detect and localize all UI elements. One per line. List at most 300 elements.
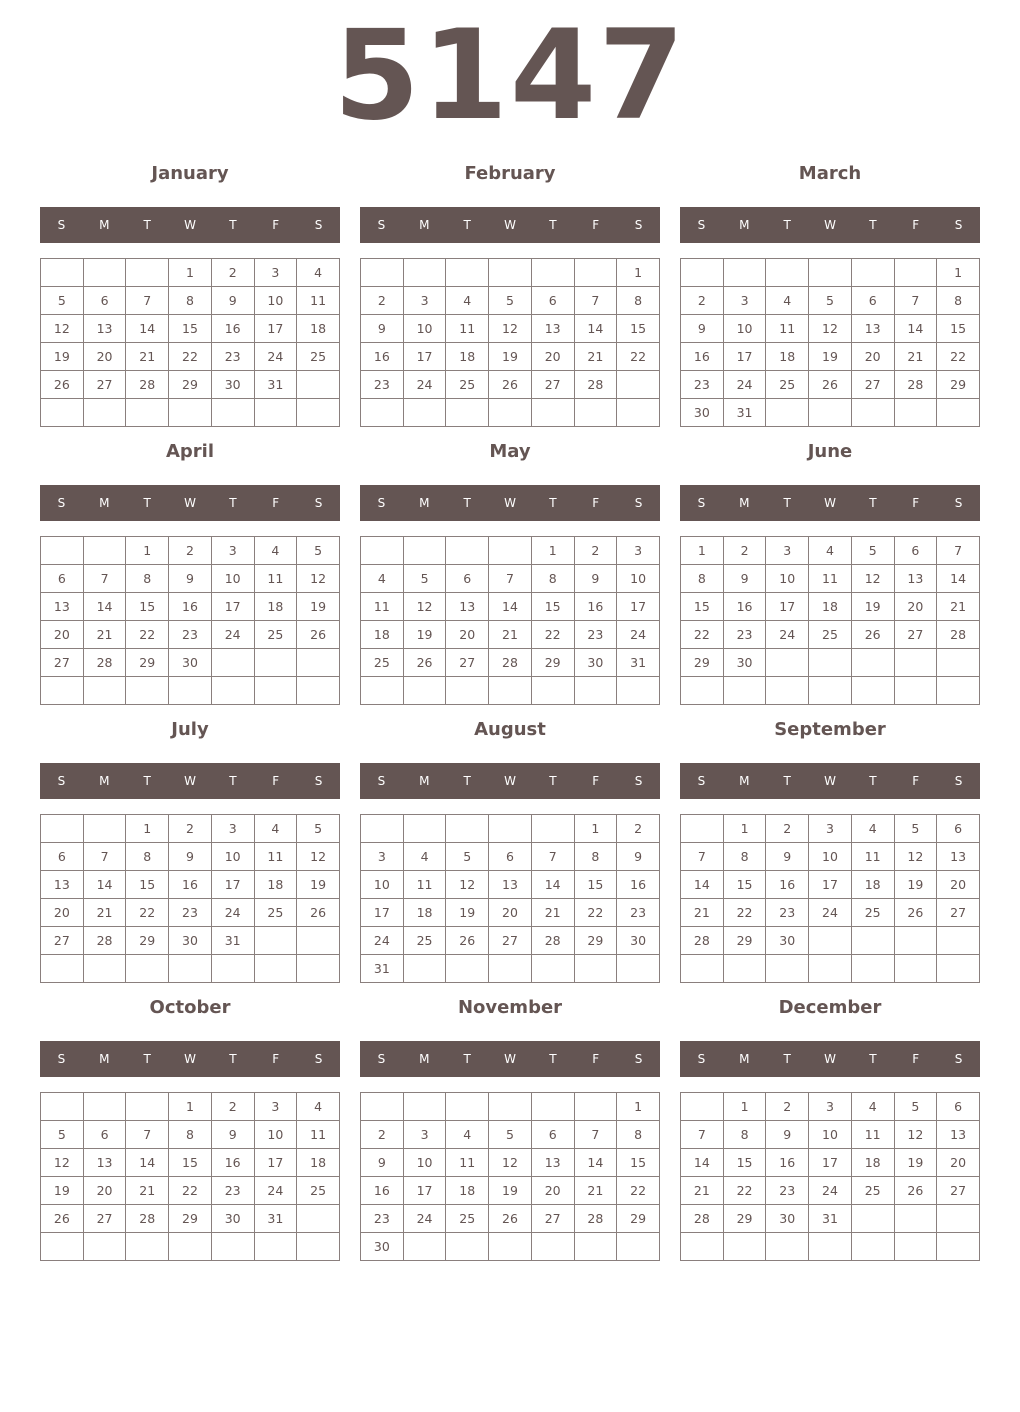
week-row <box>361 677 660 705</box>
day-cell: 26 <box>297 899 340 927</box>
day-cell: 6 <box>851 287 894 315</box>
day-cell: 5 <box>41 1121 84 1149</box>
day-cell: 27 <box>937 1177 980 1205</box>
empty-day-cell <box>361 677 404 705</box>
empty-day-cell <box>446 677 489 705</box>
day-cell: 28 <box>937 621 980 649</box>
week-row <box>361 593 660 621</box>
day-cell: 14 <box>894 315 937 343</box>
week-row <box>681 1205 980 1233</box>
week-row <box>41 1177 340 1205</box>
weekday-label: S <box>314 218 323 232</box>
weekday-label: M <box>99 218 110 232</box>
empty-day-cell <box>766 399 809 427</box>
day-cell: 28 <box>126 371 169 399</box>
day-cell: 2 <box>766 815 809 843</box>
week-row <box>41 565 340 593</box>
empty-day-cell <box>126 259 169 287</box>
day-cell: 19 <box>297 871 340 899</box>
day-cell: 18 <box>851 871 894 899</box>
day-cell: 29 <box>531 649 574 677</box>
weekday-label: F <box>272 496 280 510</box>
day-cell: 29 <box>937 371 980 399</box>
empty-day-cell <box>361 399 404 427</box>
empty-day-cell <box>361 537 404 565</box>
week-row <box>41 649 340 677</box>
day-cell: 31 <box>254 1205 297 1233</box>
month-august <box>360 719 660 989</box>
day-cell: 2 <box>169 815 212 843</box>
day-cell: 14 <box>126 315 169 343</box>
week-row <box>361 871 660 899</box>
week-row <box>681 259 980 287</box>
day-cell: 18 <box>297 1149 340 1177</box>
day-cell: 21 <box>937 593 980 621</box>
day-cell: 27 <box>851 371 894 399</box>
month-name: November <box>457 997 563 1018</box>
day-cell: 25 <box>254 899 297 927</box>
day-cell: 16 <box>574 593 617 621</box>
month-june <box>680 441 980 711</box>
empty-day-cell <box>766 677 809 705</box>
weekday-label: M <box>99 1052 110 1066</box>
empty-day-cell <box>574 677 617 705</box>
day-cell: 21 <box>531 899 574 927</box>
day-cell: 27 <box>489 927 532 955</box>
month-may <box>360 441 660 711</box>
empty-day-cell <box>766 1233 809 1261</box>
day-cell: 8 <box>723 1121 766 1149</box>
empty-day-cell <box>574 259 617 287</box>
week-row <box>41 1149 340 1177</box>
day-cell: 6 <box>937 1093 980 1121</box>
day-cell: 4 <box>851 815 894 843</box>
day-cell: 9 <box>169 565 212 593</box>
day-cell: 22 <box>126 899 169 927</box>
day-cell: 12 <box>894 843 937 871</box>
day-cell: 15 <box>617 315 660 343</box>
day-cell: 9 <box>723 565 766 593</box>
empty-day-cell <box>894 259 937 287</box>
weekday-label: T <box>463 1052 471 1066</box>
day-cell: 19 <box>809 343 852 371</box>
day-cell: 4 <box>403 843 446 871</box>
day-cell: 25 <box>361 649 404 677</box>
day-cell: 5 <box>446 843 489 871</box>
day-cell: 13 <box>41 593 84 621</box>
empty-day-cell <box>403 259 446 287</box>
day-cell: 19 <box>851 593 894 621</box>
day-cell: 21 <box>489 621 532 649</box>
week-row <box>361 371 660 399</box>
day-cell: 2 <box>617 815 660 843</box>
day-grid <box>680 814 980 983</box>
day-cell: 16 <box>617 871 660 899</box>
day-cell: 25 <box>851 899 894 927</box>
empty-day-cell <box>446 259 489 287</box>
empty-day-cell <box>41 677 84 705</box>
day-cell: 24 <box>254 1177 297 1205</box>
day-cell: 1 <box>681 537 724 565</box>
week-row <box>361 955 660 983</box>
week-row <box>361 565 660 593</box>
week-row <box>681 371 980 399</box>
weekday-label: T <box>783 218 791 232</box>
weekday-label: T <box>549 774 557 788</box>
empty-day-cell <box>169 955 212 983</box>
day-cell: 22 <box>617 1177 660 1205</box>
day-cell: 24 <box>617 621 660 649</box>
day-cell: 3 <box>809 815 852 843</box>
day-cell: 29 <box>681 649 724 677</box>
day-cell: 21 <box>681 1177 724 1205</box>
day-cell: 26 <box>489 371 532 399</box>
empty-day-cell <box>809 649 852 677</box>
day-cell: 21 <box>126 343 169 371</box>
day-cell: 15 <box>723 1149 766 1177</box>
weekday-header <box>40 207 340 243</box>
empty-day-cell <box>403 955 446 983</box>
empty-day-cell <box>681 1233 724 1261</box>
empty-day-cell <box>446 537 489 565</box>
day-cell: 14 <box>574 1149 617 1177</box>
week-row <box>361 621 660 649</box>
weekday-header <box>40 485 340 521</box>
week-row <box>681 649 980 677</box>
day-cell: 10 <box>361 871 404 899</box>
empty-day-cell <box>851 677 894 705</box>
day-cell: 12 <box>489 315 532 343</box>
weekday-label: T <box>549 496 557 510</box>
empty-day-cell <box>894 1205 937 1233</box>
day-cell: 6 <box>489 843 532 871</box>
day-cell: 17 <box>403 343 446 371</box>
day-cell: 16 <box>169 871 212 899</box>
empty-day-cell <box>211 399 254 427</box>
day-cell: 24 <box>766 621 809 649</box>
day-cell: 25 <box>766 371 809 399</box>
day-cell: 18 <box>361 621 404 649</box>
empty-day-cell <box>403 537 446 565</box>
day-cell: 25 <box>809 621 852 649</box>
day-cell: 1 <box>169 1093 212 1121</box>
weekday-label: F <box>592 496 600 510</box>
day-cell: 18 <box>809 593 852 621</box>
week-row <box>361 1233 660 1261</box>
weekday-label: S <box>954 1052 963 1066</box>
day-cell: 16 <box>681 343 724 371</box>
day-cell: 11 <box>254 843 297 871</box>
empty-day-cell <box>723 259 766 287</box>
day-cell: 14 <box>574 315 617 343</box>
day-cell: 18 <box>851 1149 894 1177</box>
day-cell: 24 <box>211 621 254 649</box>
day-cell: 31 <box>211 927 254 955</box>
day-cell: 9 <box>766 1121 809 1149</box>
weekday-label: S <box>634 218 643 232</box>
empty-day-cell <box>41 955 84 983</box>
empty-day-cell <box>83 259 126 287</box>
weekday-label: F <box>592 774 600 788</box>
empty-day-cell <box>126 1093 169 1121</box>
empty-day-cell <box>403 815 446 843</box>
empty-day-cell <box>937 677 980 705</box>
empty-day-cell <box>297 649 340 677</box>
month-name: July <box>171 719 209 740</box>
weekday-label: S <box>57 218 66 232</box>
day-cell: 8 <box>169 1121 212 1149</box>
day-cell: 27 <box>83 371 126 399</box>
weekday-label: F <box>272 774 280 788</box>
day-cell: 8 <box>126 565 169 593</box>
day-cell: 19 <box>894 871 937 899</box>
empty-day-cell <box>766 955 809 983</box>
month-name: May <box>489 441 531 462</box>
day-cell: 3 <box>617 537 660 565</box>
empty-day-cell <box>446 1093 489 1121</box>
day-cell: 6 <box>894 537 937 565</box>
day-grid <box>40 1092 340 1261</box>
day-cell: 13 <box>41 871 84 899</box>
day-cell: 15 <box>126 593 169 621</box>
day-cell: 12 <box>41 315 84 343</box>
empty-day-cell <box>297 677 340 705</box>
day-cell: 7 <box>574 287 617 315</box>
day-cell: 13 <box>531 315 574 343</box>
day-cell: 10 <box>254 287 297 315</box>
empty-day-cell <box>937 1205 980 1233</box>
empty-day-cell <box>851 955 894 983</box>
day-cell: 20 <box>83 1177 126 1205</box>
day-cell: 21 <box>681 899 724 927</box>
day-cell: 14 <box>83 593 126 621</box>
day-cell: 26 <box>894 1177 937 1205</box>
day-cell: 5 <box>489 1121 532 1149</box>
empty-day-cell <box>809 259 852 287</box>
day-cell: 15 <box>723 871 766 899</box>
month-name: February <box>464 163 556 184</box>
day-grid <box>40 814 340 983</box>
weekday-label: T <box>143 1052 151 1066</box>
day-cell: 31 <box>617 649 660 677</box>
empty-day-cell <box>617 371 660 399</box>
day-cell: 9 <box>361 315 404 343</box>
week-row <box>41 399 340 427</box>
weekday-label: M <box>739 1052 750 1066</box>
weekday-label: S <box>377 496 386 510</box>
empty-day-cell <box>446 399 489 427</box>
empty-day-cell <box>254 399 297 427</box>
day-cell: 16 <box>723 593 766 621</box>
empty-day-cell <box>894 649 937 677</box>
day-cell: 10 <box>403 1149 446 1177</box>
weekday-header <box>680 763 980 799</box>
weekday-label: T <box>783 496 791 510</box>
weekday-label: S <box>377 218 386 232</box>
weekday-label: S <box>634 774 643 788</box>
day-cell: 1 <box>126 537 169 565</box>
weekday-label: M <box>739 496 750 510</box>
empty-day-cell <box>83 1233 126 1261</box>
day-cell: 3 <box>254 259 297 287</box>
weekday-header <box>680 1041 980 1077</box>
empty-day-cell <box>254 677 297 705</box>
day-cell: 30 <box>169 927 212 955</box>
day-cell: 31 <box>809 1205 852 1233</box>
week-row <box>681 1093 980 1121</box>
day-cell: 24 <box>361 927 404 955</box>
day-cell: 27 <box>894 621 937 649</box>
day-cell: 1 <box>617 1093 660 1121</box>
day-cell: 6 <box>83 1121 126 1149</box>
week-row <box>361 1121 660 1149</box>
weekday-label: W <box>504 496 516 510</box>
week-row <box>41 843 340 871</box>
week-row <box>41 371 340 399</box>
day-cell: 11 <box>254 565 297 593</box>
day-cell: 23 <box>361 371 404 399</box>
empty-day-cell <box>41 399 84 427</box>
day-cell: 12 <box>894 1121 937 1149</box>
weekday-label: W <box>184 774 196 788</box>
day-cell: 4 <box>809 537 852 565</box>
day-cell: 6 <box>41 565 84 593</box>
day-cell: 30 <box>574 649 617 677</box>
day-cell: 10 <box>809 1121 852 1149</box>
weekday-header <box>360 763 660 799</box>
week-row <box>681 399 980 427</box>
day-cell: 11 <box>297 1121 340 1149</box>
day-cell: 6 <box>531 1121 574 1149</box>
empty-day-cell <box>617 399 660 427</box>
empty-day-cell <box>851 1205 894 1233</box>
day-cell: 9 <box>169 843 212 871</box>
day-cell: 24 <box>809 899 852 927</box>
day-cell: 14 <box>489 593 532 621</box>
day-cell: 11 <box>446 1149 489 1177</box>
day-cell: 7 <box>574 1121 617 1149</box>
weekday-label: F <box>592 218 600 232</box>
day-cell: 5 <box>894 815 937 843</box>
day-cell: 22 <box>723 899 766 927</box>
day-cell: 2 <box>766 1093 809 1121</box>
month-name: August <box>474 719 546 740</box>
day-cell: 13 <box>851 315 894 343</box>
day-cell: 1 <box>531 537 574 565</box>
day-cell: 22 <box>574 899 617 927</box>
day-cell: 28 <box>894 371 937 399</box>
week-row <box>681 315 980 343</box>
day-cell: 4 <box>851 1093 894 1121</box>
day-cell: 10 <box>211 565 254 593</box>
week-row <box>41 871 340 899</box>
day-cell: 10 <box>809 843 852 871</box>
empty-day-cell <box>126 955 169 983</box>
weekday-label: M <box>419 496 430 510</box>
weekday-label: T <box>549 218 557 232</box>
empty-day-cell <box>297 1233 340 1261</box>
day-cell: 26 <box>41 371 84 399</box>
empty-day-cell <box>489 537 532 565</box>
weekday-label: S <box>697 1052 706 1066</box>
day-cell: 22 <box>169 343 212 371</box>
weekday-label: W <box>824 774 836 788</box>
empty-day-cell <box>403 677 446 705</box>
weekday-label: W <box>504 218 516 232</box>
day-cell: 18 <box>403 899 446 927</box>
empty-day-cell <box>531 399 574 427</box>
weekday-label: S <box>377 1052 386 1066</box>
day-cell: 29 <box>617 1205 660 1233</box>
empty-day-cell <box>83 955 126 983</box>
week-row <box>681 815 980 843</box>
day-cell: 1 <box>723 1093 766 1121</box>
day-cell: 13 <box>446 593 489 621</box>
day-cell: 26 <box>446 927 489 955</box>
day-cell: 23 <box>681 371 724 399</box>
weekday-label: S <box>57 1052 66 1066</box>
week-row <box>361 1177 660 1205</box>
day-cell: 30 <box>723 649 766 677</box>
day-cell: 7 <box>681 1121 724 1149</box>
month-name: April <box>165 441 215 462</box>
day-cell: 28 <box>126 1205 169 1233</box>
weekday-label: T <box>869 774 877 788</box>
day-cell: 5 <box>403 565 446 593</box>
day-cell: 20 <box>531 1177 574 1205</box>
week-row <box>681 871 980 899</box>
day-cell: 20 <box>489 899 532 927</box>
year-title: 5147 <box>333 4 687 148</box>
week-row <box>681 593 980 621</box>
day-cell: 14 <box>531 871 574 899</box>
empty-day-cell <box>723 1233 766 1261</box>
week-row <box>41 315 340 343</box>
day-cell: 8 <box>937 287 980 315</box>
day-cell: 16 <box>361 343 404 371</box>
month-name: June <box>807 441 853 462</box>
day-cell: 10 <box>766 565 809 593</box>
empty-day-cell <box>254 955 297 983</box>
weekday-label: W <box>824 496 836 510</box>
day-cell: 23 <box>723 621 766 649</box>
weekday-label: W <box>504 1052 516 1066</box>
day-cell: 16 <box>211 1149 254 1177</box>
day-grid <box>680 258 980 427</box>
empty-day-cell <box>809 399 852 427</box>
day-cell: 7 <box>83 843 126 871</box>
day-cell: 4 <box>446 1121 489 1149</box>
day-cell: 23 <box>766 899 809 927</box>
weekday-label: T <box>463 496 471 510</box>
weekday-label: T <box>143 218 151 232</box>
day-cell: 23 <box>211 1177 254 1205</box>
week-row <box>681 343 980 371</box>
weekday-label: S <box>954 218 963 232</box>
empty-day-cell <box>254 927 297 955</box>
day-cell: 19 <box>41 1177 84 1205</box>
weekday-label: W <box>184 218 196 232</box>
weekday-label: M <box>99 496 110 510</box>
day-cell: 27 <box>531 371 574 399</box>
empty-day-cell <box>297 399 340 427</box>
day-cell: 14 <box>681 871 724 899</box>
day-cell: 3 <box>403 287 446 315</box>
day-cell: 13 <box>489 871 532 899</box>
day-grid <box>360 814 660 983</box>
day-cell: 2 <box>723 537 766 565</box>
empty-day-cell <box>937 1233 980 1261</box>
